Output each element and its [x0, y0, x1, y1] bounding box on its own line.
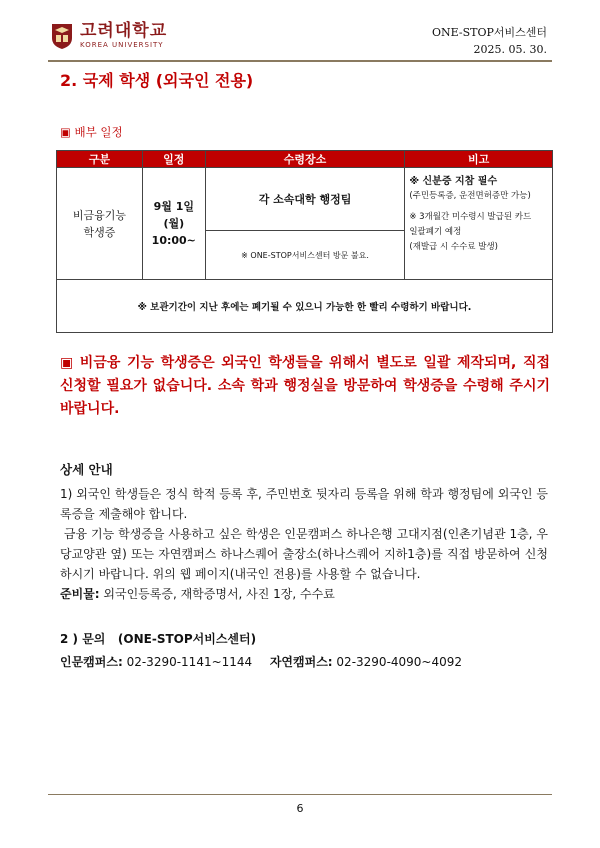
page-number: 6 — [296, 802, 304, 815]
category-line2: 학생증 — [83, 225, 116, 239]
remark-1: ※ 신분증 지참 필수 — [409, 176, 498, 187]
header-info — [432, 24, 547, 58]
prep-label: 준비물: — [60, 587, 100, 601]
details-prep — [60, 584, 548, 604]
header-date: 일정 — [142, 151, 205, 168]
humanities-phone: 02-3290-1141~1144 — [122, 655, 253, 669]
header-category: 구분 — [57, 151, 143, 168]
remark-4: 일괄폐기 예정 — [409, 227, 462, 237]
university-logo — [50, 22, 167, 50]
remark-5: (재발급 시 수수료 발생) — [409, 242, 498, 252]
details-heading: 상세 안내 — [60, 462, 113, 477]
humanities-label: 인문캠퍼스: — [60, 655, 123, 669]
science-label: 자연캠퍼스: — [269, 655, 333, 669]
header-place: 수령장소 — [205, 151, 405, 168]
logo-english: KOREA UNIVERSITY — [80, 41, 164, 49]
table-footer-row — [57, 280, 553, 333]
remark-2: (주민등록증, 운전면허증만 가능) — [409, 191, 531, 201]
footer-note: ※ 보관기간이 지난 후에는 폐기될 수 있으니 가능한 한 빨리 수령하기 바랍니다. — [57, 280, 553, 333]
place-note-cell: ※ ONE-STOP서비스센터 방문 불요. — [205, 231, 405, 280]
schedule-table — [56, 150, 553, 333]
place-main-cell: 각 소속대학 행정팀 — [205, 168, 405, 231]
section-title: 2. 국제 학생 (외국인 전용) — [60, 71, 254, 90]
contact-section — [60, 628, 462, 674]
details-section — [60, 460, 548, 604]
header-center-name: ONE-STOP서비스센터 — [431, 26, 547, 39]
remarks-cell — [405, 168, 553, 280]
date-line1: 9월 1일 — [153, 200, 194, 213]
details-para-1: 1) 외국인 학생들은 정식 학적 등록 후, 주민번호 뒷자리 등록을 위해 학과 행정팀에 외국인 등록증을 제출해야 합니다. — [60, 487, 548, 521]
contact-heading: 2 ) 문의 (ONE-STOP서비스센터) — [60, 632, 257, 646]
header-divider — [48, 60, 552, 62]
date-line2: (월) 10:00~ — [151, 217, 196, 247]
header-date: 2025. 05. 30. — [473, 43, 547, 56]
details-para-2: 금융 기능 학생증을 사용하고 싶은 학생은 인문캠퍼스 하나은행 고대지점(인촌기념관 1층, 우당교양관 옆) 또는 자연캠퍼스 하나스퀘어 출장소(하나스퀘어 지하1층)를 직접 방문하여 신청하시기 바랍니다. 위의 웹 페이지(내국인 전용)를 사용할 수 없습니다. — [60, 527, 548, 581]
date-cell — [142, 168, 205, 280]
prep-value: 외국인등록증, 재학증명서, 사진 1장, 수수료 — [99, 587, 335, 601]
logo-korean: 고려대학교 — [80, 21, 168, 41]
category-line1: 비금융기능 — [72, 208, 126, 222]
footer-divider — [48, 794, 552, 795]
header-remarks: 비고 — [405, 151, 553, 168]
table-header-row — [57, 151, 553, 168]
table-row — [57, 168, 553, 231]
crest-icon — [50, 22, 74, 50]
schedule-label: ▣ 배부 일정 — [60, 125, 123, 139]
science-phone: 02-3290-4090~4092 — [332, 655, 463, 669]
notice-paragraph: ▣ 비금융 기능 학생증은 외국인 학생들을 위해서 별도로 일괄 제작되며, 직접 신청할 필요가 없습니다. 소속 학과 행정실을 방문하여 학생증을 수령해 주시기 바랍니다. — [60, 355, 550, 417]
category-cell — [57, 168, 143, 280]
contact-phones — [60, 651, 462, 674]
remark-3: ※ 3개월간 미수령시 발급된 카드 — [409, 212, 532, 222]
